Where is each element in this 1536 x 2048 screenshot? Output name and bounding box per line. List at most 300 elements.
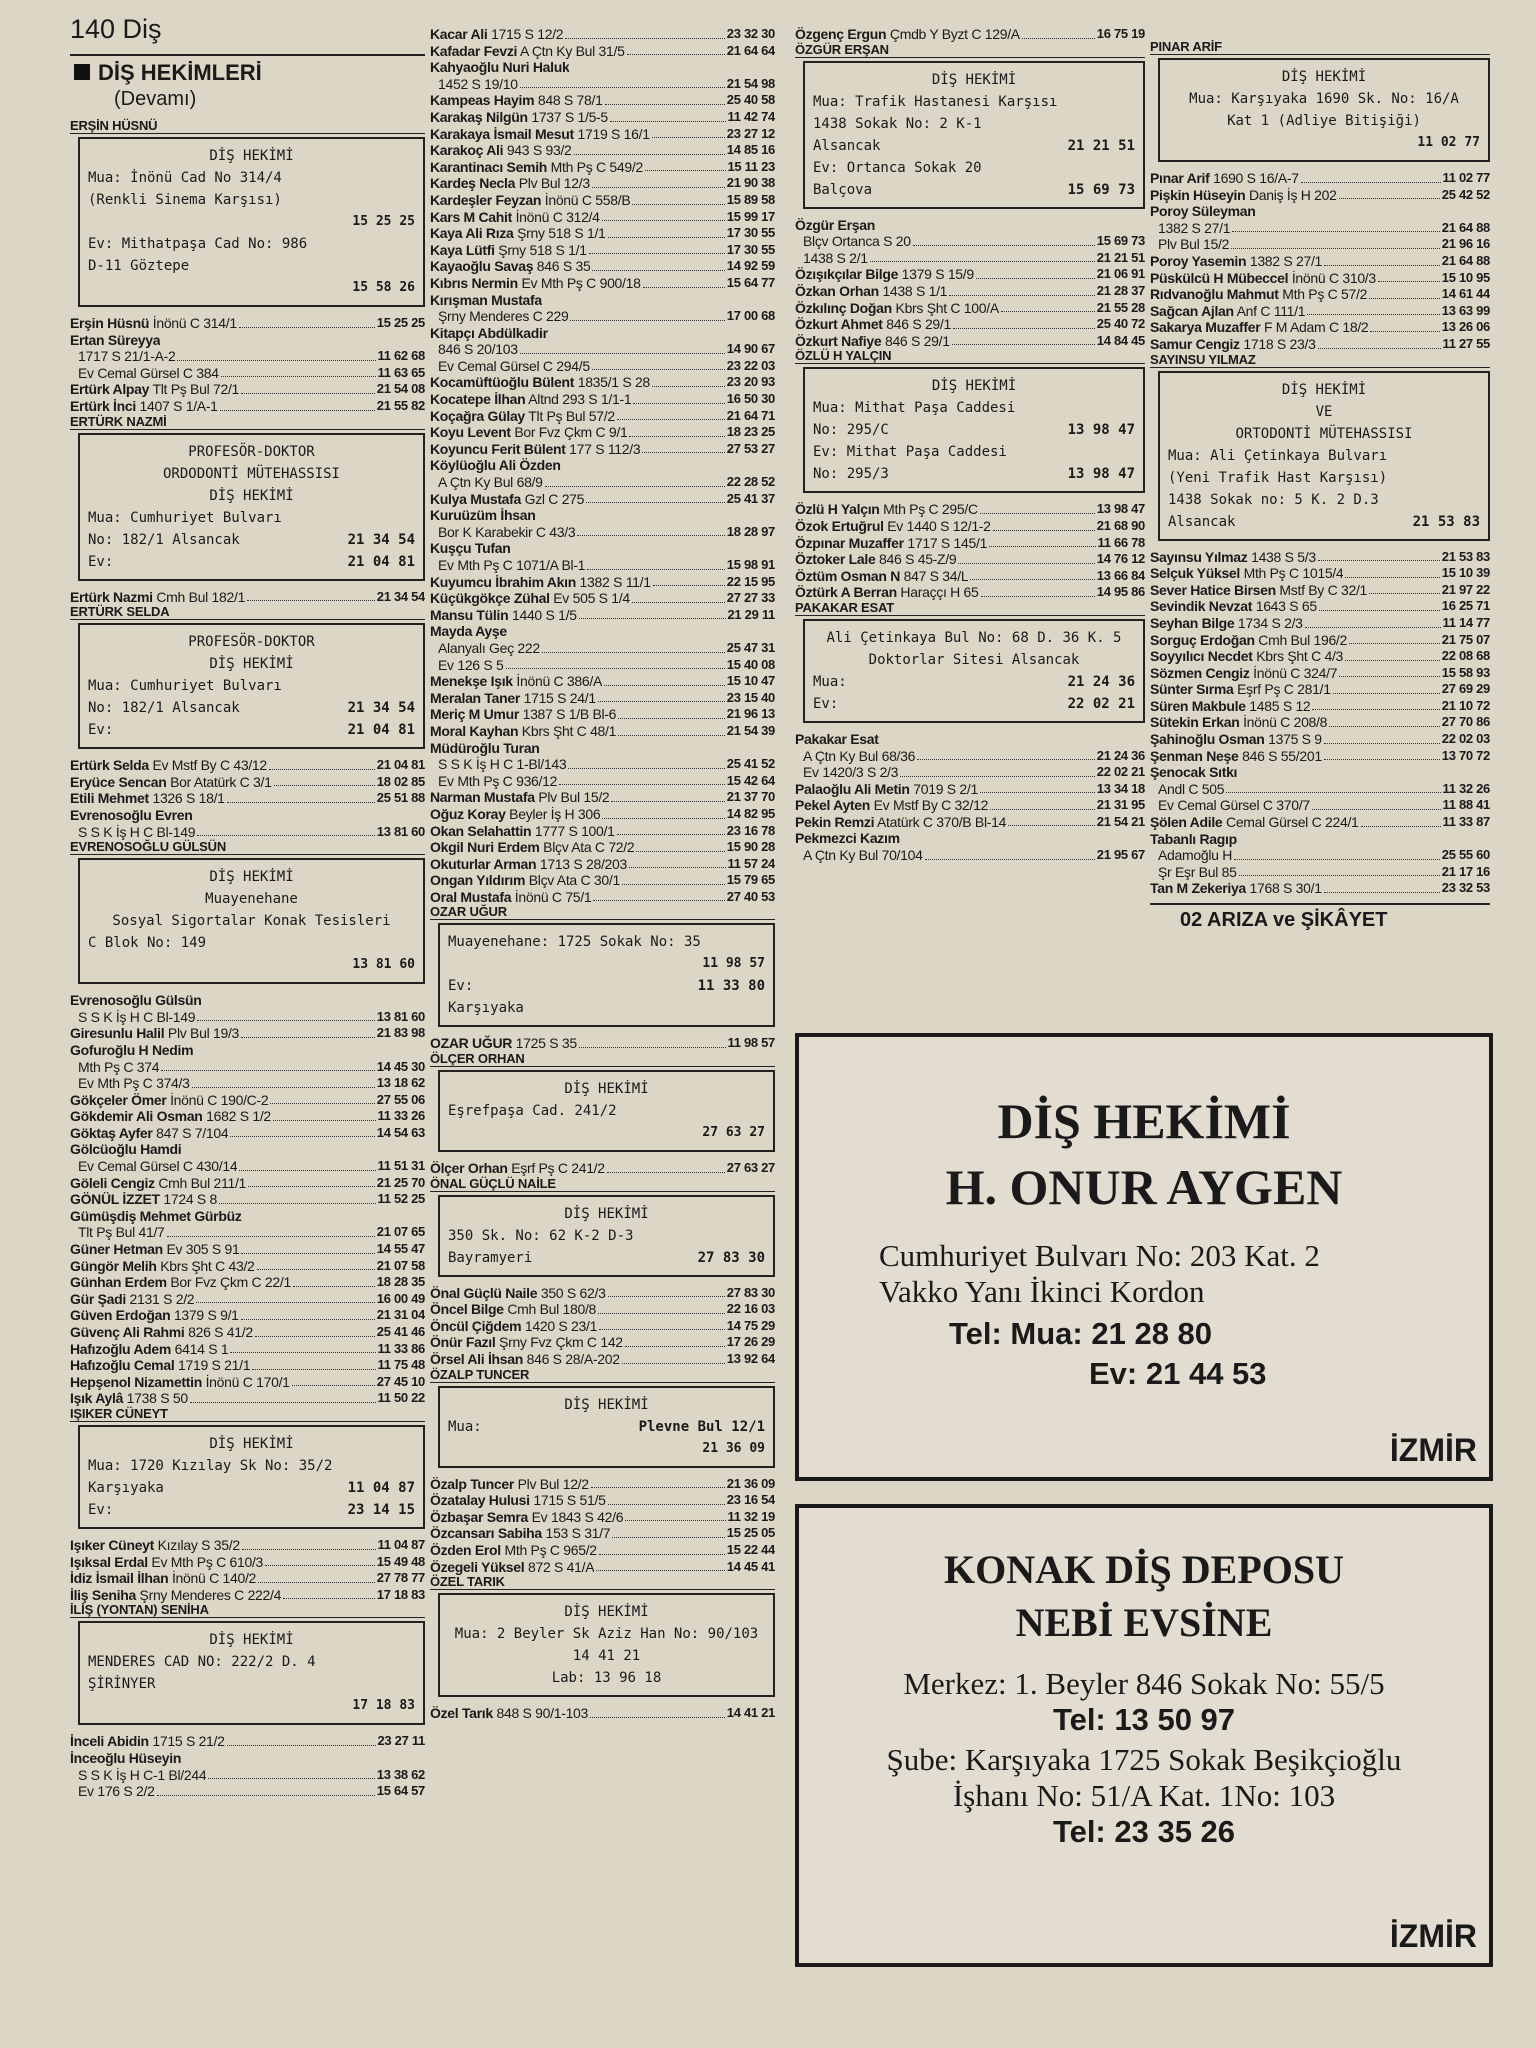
box-line: [448, 975, 765, 997]
box-line: [88, 529, 415, 551]
box-line: 13 81 60: [352, 957, 415, 973]
entry-name: Güngör Melih: [70, 1257, 157, 1274]
leader-dots: [241, 1307, 375, 1320]
leader-dots: [605, 92, 725, 105]
entry-name: Özden Erol: [430, 1542, 501, 1558]
leader-dots: [1324, 253, 1440, 266]
entry-name: Kuşçu Tufan: [430, 540, 511, 557]
leader-dots: [520, 76, 725, 89]
leader-dots: [167, 1224, 375, 1237]
listing-entry: [430, 209, 775, 226]
entry-address: Tlt Pş Bul 41/7: [78, 1224, 165, 1241]
entry-address: Tlt Pş Bul 57/2: [528, 407, 615, 424]
leader-dots: [574, 142, 725, 155]
entry-phone: 23 16 54: [726, 1492, 775, 1508]
entry-text: [70, 1767, 206, 1784]
header-rule: [70, 54, 425, 56]
entry-phone: 22 02 03: [1441, 731, 1490, 747]
entry-phone: 11 33 87: [1442, 814, 1490, 830]
entry-name: Eryüce Sencan: [70, 773, 167, 790]
entry-address: F M Adam C 18/2: [1263, 319, 1369, 336]
entry-address: Mstf By C 32/1: [1279, 581, 1368, 598]
entry-phone: 14 82 95: [726, 805, 775, 821]
entry-name: İnceoğlu Hüseyin: [70, 1749, 182, 1766]
entry-text: [795, 250, 868, 267]
entry-address: Şrny 518 S 1/1: [517, 225, 606, 242]
entry-address: Plv Bul 12/2: [517, 1475, 589, 1492]
entry-address: Ev 1843 S 42/6: [531, 1508, 624, 1525]
listing-entry: [430, 1559, 775, 1576]
entry-phone: 17 18 83: [376, 1586, 425, 1602]
entry-address: 1452 S 19/10: [438, 75, 518, 92]
listing-entry: [430, 126, 775, 143]
entry-address: 846 S 45-Z/9: [879, 551, 957, 568]
listing-entry: [430, 607, 775, 624]
entry-text: [1150, 764, 1237, 781]
listing-entry: [70, 1587, 425, 1604]
entry-address: Mth Pş C 57/2: [1282, 286, 1368, 303]
entry-text: [1150, 336, 1316, 353]
box-phone: 21 34 54: [347, 700, 415, 717]
listing-heading: EVRENOSOĞLU GÜLSÜN: [70, 840, 425, 855]
entry-name: Küçükgökçe Zühal: [430, 590, 550, 607]
box-label: Balçova: [813, 181, 873, 198]
box-phone: Plevne Bul 12/1: [638, 1418, 765, 1435]
leader-dots: [643, 275, 725, 288]
entry-phone: 27 40 53: [726, 888, 775, 904]
leader-dots: [596, 1559, 725, 1572]
listing-entry: [430, 92, 775, 109]
box-phone: 11 04 87: [347, 1479, 415, 1496]
entry-name: Özpınar Muzaffer: [795, 534, 904, 551]
entry-text: [70, 1307, 239, 1324]
entry-address: 1387 S 1/B Bl-6: [522, 706, 617, 723]
entry-name: Hafızoğlu Adem: [70, 1340, 172, 1357]
entry-phone: 11 66 78: [1097, 534, 1145, 550]
footer-bar: 02 ARIZA ve ŞİKÂYET: [1150, 903, 1490, 932]
listing-heading: ÖZALP TUNCER: [430, 1368, 775, 1383]
entry-phone: 13 98 47: [1096, 501, 1145, 517]
entry-phone: 15 22 44: [726, 1542, 775, 1557]
entry-address: Şrny 518 S 1/1: [498, 241, 587, 258]
listing-entry: [70, 1357, 425, 1374]
entry-address: 847 S 7/104: [156, 1124, 229, 1141]
listing-entry: [70, 1750, 425, 1767]
leader-dots: [293, 1274, 375, 1287]
leader-dots: [980, 501, 1095, 514]
entry-address: Bor Atatürk C 3/1: [170, 773, 272, 790]
leader-dots: [252, 1357, 375, 1370]
listing-entry: [70, 1374, 425, 1391]
entry-phone: 21 64 88: [1441, 252, 1490, 268]
entry-address: 846 S 28/A-202: [526, 1351, 620, 1368]
listing-entry: [1150, 864, 1490, 881]
box-line: PROFESÖR-DOKTOR: [188, 634, 315, 651]
entry-name: Oral Mustafa: [430, 888, 512, 905]
listing-entry: [70, 1141, 425, 1158]
box-phone: 22 02 21: [1067, 695, 1135, 712]
entry-phone: 21 28 37: [1096, 282, 1145, 298]
entry-name: Giresunlu Halil: [70, 1025, 165, 1042]
entry-address: İnönü C 190/C-2: [170, 1091, 269, 1108]
entry-text: [430, 889, 591, 906]
leader-dots: [1378, 270, 1440, 283]
entry-address: Şrny Menderes C 222/4: [139, 1586, 282, 1603]
leader-dots: [1339, 665, 1440, 678]
box-line: DİŞ HEKİMİ: [1281, 381, 1367, 398]
entry-text: [430, 1509, 623, 1526]
box-line: Doktorlar Sitesi Alsancak: [868, 651, 1080, 668]
listing-heading: ERŞİN HÜSNÜ: [70, 119, 425, 134]
listing-entry: [430, 1492, 775, 1509]
leader-dots: [607, 1160, 725, 1173]
entry-name: Özcansarı Sabiha: [430, 1525, 542, 1542]
entry-name: Gölcüoğlu Hamdi: [70, 1141, 182, 1158]
entry-name: Koçağra Gülay: [430, 407, 525, 424]
entry-phone: 21 17 16: [1441, 863, 1490, 879]
listing-heading: ÖZLÜ H YALÇIN: [795, 349, 1145, 364]
entry-address: A Çtn Ky Bul 68/36: [803, 747, 916, 764]
leader-dots: [1333, 681, 1440, 694]
box-label: No: 182/1 Alsancak: [88, 531, 240, 548]
entry-name: Kampeas Hayim: [430, 92, 535, 109]
listing-entry: [795, 233, 1145, 250]
entry-phone: 15 11 23: [727, 158, 775, 174]
entry-text: [430, 789, 609, 806]
ad-phone-1: Tel: Mua: 21 28 80: [949, 1316, 1213, 1351]
listing-heading: IŞIKER CÜNEYT: [70, 1407, 425, 1422]
box-line: ORDODONTİ MÜTEHASSISI: [162, 465, 340, 482]
box-line: DİŞ HEKİMİ: [209, 656, 294, 673]
entry-address: Eşrf Pş C 241/2: [511, 1160, 605, 1177]
listing-entry: [430, 43, 775, 60]
entry-text: [430, 740, 540, 757]
listing-entry: [795, 316, 1145, 333]
entry-text: [795, 300, 999, 317]
leader-dots: [247, 589, 375, 602]
entry-name: Gümüşdiş Mehmet Gürbüz: [70, 1207, 242, 1224]
entry-address: 1643 S 65: [1255, 598, 1317, 615]
entry-name: Kardeş Necla: [430, 175, 516, 192]
leader-dots: [642, 441, 724, 454]
entry-phone: 21 96 13: [726, 706, 775, 722]
leader-dots: [239, 315, 375, 328]
entry-phone: 18 02 85: [376, 773, 425, 789]
listing-entry: [1150, 549, 1490, 566]
leader-dots: [636, 839, 724, 852]
box-phone: 13 98 47: [1067, 422, 1135, 439]
box-label: No: 295/C: [813, 422, 889, 439]
entry-phone: 11 33 86: [377, 1340, 425, 1356]
entry-text: [430, 308, 568, 325]
listing-entry: [430, 1334, 775, 1351]
entry-text: [430, 358, 590, 375]
entry-text: [70, 1224, 165, 1241]
listing-entry: [430, 806, 775, 823]
entry-address: 1438 S 1/1: [882, 282, 948, 299]
listing-entry: [1150, 565, 1490, 582]
entry-text: [430, 424, 627, 441]
listing-entry: [430, 657, 775, 674]
listing-entry: [430, 391, 775, 408]
entry-address: Ev Mstf By C 32/12: [873, 797, 989, 814]
leader-dots: [274, 774, 375, 787]
entry-text: [430, 474, 543, 491]
entry-text: [1150, 814, 1359, 831]
listing-entry: [70, 1191, 425, 1208]
entry-name: Önal Güçlü Naile: [430, 1284, 538, 1301]
entry-phone: 15 64 77: [726, 274, 775, 290]
listing-entry: [70, 1025, 425, 1042]
box-line: Eşrefpaşa Cad. 241/2: [448, 1103, 617, 1120]
entry-address: Blçv Ata C 30/1: [528, 872, 620, 889]
listing-entry: [430, 424, 775, 441]
entry-address: 1438 S 2/1: [803, 249, 868, 266]
leader-dots: [1312, 698, 1439, 711]
listing-entry: [795, 731, 1145, 748]
entry-name: Tan M Zekeriya: [1150, 880, 1246, 897]
entry-text: [430, 275, 641, 292]
box-line: DİŞ HEKİMİ: [209, 487, 294, 504]
box-line: Mua: 2 Beyler Sk Aziz Han No: 90/103: [454, 1626, 759, 1643]
listing-entry: [430, 690, 775, 707]
entry-address: İnönü C 208/8: [1243, 714, 1328, 731]
listing-entry: [70, 1341, 425, 1358]
entry-name: Hafızoğlu Cemal: [70, 1357, 175, 1374]
entry-name: Meriç M Umur: [430, 706, 519, 723]
listing-entry: [1150, 253, 1490, 270]
entry-address: 943 S 93/2: [506, 142, 572, 159]
listing-entry: [430, 574, 775, 591]
entry-address: Mth Pş C 374: [78, 1058, 160, 1075]
leader-dots: [1324, 880, 1440, 893]
entry-name: Karantinacı Semih: [430, 158, 548, 175]
entry-phone: 23 27 12: [726, 125, 775, 141]
entry-text: [795, 535, 987, 552]
listing-entry: [70, 824, 425, 841]
box-line: Ev: Ortanca Sokak 20: [813, 159, 982, 176]
listing-entry: [70, 1075, 425, 1092]
listing-entry: [1150, 698, 1490, 715]
box-line: DİŞ HEKİMİ: [209, 148, 294, 164]
leader-dots: [953, 316, 1095, 329]
entry-address: Alanyalı Geç 222: [438, 639, 540, 656]
listing-entry: [430, 723, 775, 740]
entry-phone: 25 41 37: [726, 490, 775, 506]
entry-text: [430, 1705, 588, 1722]
entry-text: [70, 1025, 239, 1042]
entry-text: [795, 333, 950, 350]
listing-heading: ÖZGÜR ERŞAN: [795, 43, 1145, 58]
box-line: [88, 1499, 415, 1521]
box-line: DİŞ HEKİMİ: [564, 1604, 649, 1621]
entry-address: S S K İş H C 1-Bl/143: [438, 756, 567, 773]
leader-dots: [506, 657, 725, 670]
entry-text: [795, 233, 911, 250]
entry-phone: 21 36 09: [726, 1475, 775, 1491]
box-line: DİŞ HEKİMİ: [209, 1435, 294, 1452]
listing-entry: [430, 1542, 775, 1559]
box-label: No: 182/1 Alsancak: [88, 700, 240, 717]
entry-text: [1150, 864, 1237, 881]
entry-text: [70, 1108, 271, 1125]
entry-name: Güvenç Ali Rahmi: [70, 1324, 185, 1340]
entry-address: 826 S 41/2: [188, 1324, 253, 1340]
entry-phone: 27 45 10: [376, 1373, 425, 1389]
entry-text: [70, 315, 237, 332]
entry-phone: 21 64 64: [726, 42, 775, 58]
listing-entry: [70, 1537, 425, 1554]
entry-text: [70, 1291, 194, 1308]
entry-phone: 23 22 03: [726, 357, 775, 373]
entry-phone: 22 28 52: [726, 474, 775, 490]
entry-text: [795, 283, 947, 300]
box-line: [88, 1477, 415, 1499]
entry-text: [1150, 632, 1347, 649]
entry-name: Özegeli Yüksel: [430, 1558, 525, 1575]
leader-dots: [1231, 236, 1440, 249]
entry-address: 1382 S 27/1: [1158, 219, 1231, 236]
box-phone: 21 04 81: [347, 553, 415, 570]
listing-entry: [1150, 748, 1490, 765]
leader-dots: [579, 1035, 726, 1048]
leader-dots: [632, 192, 724, 205]
entry-address: Kbrs Şht C 100/A: [895, 299, 999, 316]
leader-dots: [1001, 300, 1095, 313]
entry-name: Sevindik Nevzat: [1150, 598, 1253, 615]
entry-phone: 21 34 54: [376, 588, 425, 604]
entry-name: Pişkin Hüseyin: [1150, 186, 1246, 203]
entry-phone: 15 10 39: [1441, 565, 1490, 581]
leader-dots: [652, 126, 725, 139]
box-line: MENDERES CAD NO: 222/2 D. 4: [88, 1654, 316, 1671]
listing-entry: [430, 789, 775, 806]
entry-phone: 21 54 39: [726, 722, 775, 738]
entry-address: 872 S 41/A: [527, 1558, 595, 1575]
leader-dots: [608, 225, 725, 238]
entry-text: [795, 501, 978, 518]
leader-dots: [177, 348, 375, 361]
box-line: [448, 1247, 765, 1269]
entry-text: [430, 391, 631, 408]
entry-address: İnönü C 75/1: [514, 888, 592, 905]
entry-name: Narman Mustafa: [430, 789, 535, 806]
entry-name: Kocamüftüoğlu Bülent: [430, 374, 575, 391]
entry-name: Kocatepe İlhan: [430, 391, 526, 408]
box-line: 14 41 21: [572, 1648, 641, 1665]
listing-entry: [795, 266, 1145, 283]
entry-address: İnönü C 324/7: [1253, 664, 1338, 681]
entry-phone: 22 16 03: [726, 1301, 775, 1317]
entry-phone: 21 75 07: [1441, 631, 1490, 647]
leader-dots: [1318, 336, 1441, 349]
entry-name: İnceli Abidin: [70, 1733, 149, 1750]
leader-dots: [652, 374, 725, 387]
entry-phone: 25 42 52: [1441, 186, 1490, 202]
entry-name: Kaya Lütfi: [430, 241, 495, 258]
entry-address: 1420 S 23/1: [524, 1317, 598, 1334]
listing-entry: [430, 524, 775, 541]
entry-phone: 15 25 25: [376, 315, 425, 330]
listing-entry: [70, 1767, 425, 1784]
entry-name: Özkurt Nafiye: [795, 332, 882, 349]
entry-address: 1379 S 15/9: [901, 266, 974, 283]
entry-phone: 25 55 60: [1441, 847, 1490, 863]
leader-dots: [1324, 731, 1440, 744]
ad-address-1: Cumhuriyet Bulvarı No: 203 Kat. 2: [879, 1238, 1320, 1273]
entry-phone: 25 41 52: [726, 756, 775, 772]
entry-name: Sütekin Erkan: [1150, 714, 1240, 731]
entry-name: Ongan Yıldırım: [430, 872, 526, 889]
entry-phone: 14 61 44: [1441, 286, 1490, 302]
ad-phone-1: Tel: 13 50 97: [1052, 1702, 1236, 1737]
leader-dots: [1301, 170, 1441, 183]
entry-text: [430, 657, 504, 674]
entry-name: Pınar Arif: [1150, 170, 1210, 186]
entry-address: A Çtn Ky Bul 31/5: [519, 42, 625, 59]
entry-address: Ev 505 S 1/4: [553, 590, 630, 607]
entry-address: 1438 S 5/3: [1251, 548, 1316, 565]
listing-entry: [795, 764, 1145, 781]
listing-entry: [70, 1733, 425, 1750]
entry-name: Rıdvanoğlu Mahmut: [1150, 286, 1279, 303]
entry-address: Ev Mth Pş C 900/18: [521, 274, 641, 291]
leader-dots: [645, 159, 726, 172]
listing-entry: [430, 1705, 775, 1722]
entry-phone: 23 32 30: [726, 26, 775, 41]
entry-address: Gzl C 275: [524, 490, 585, 507]
entry-address: 846 S 55/201: [1242, 747, 1322, 764]
entry-address: Ev Mth Pş C 936/12: [438, 772, 558, 789]
listing-entry: [430, 1160, 775, 1177]
leader-dots: [273, 1108, 376, 1121]
entry-name: Püskülcü H Mübeccel: [1150, 269, 1289, 286]
listing-entry: [1150, 764, 1490, 781]
entry-text: [1150, 665, 1337, 682]
entry-address: Atatürk C 370/B Bl-14: [877, 813, 1007, 830]
entry-phone: 11 51 31: [377, 1158, 425, 1174]
entry-name: Güner Hetman: [70, 1241, 163, 1258]
entry-name: Pakakar Esat: [795, 730, 879, 747]
entry-text: [430, 540, 510, 557]
entry-phone: 21 96 16: [1441, 236, 1490, 252]
listing-entry: [1150, 665, 1490, 682]
entry-address: Cemal Gürsel C 224/1: [1226, 814, 1359, 831]
box-label: Bayramyeri: [448, 1249, 533, 1266]
entry-text: [430, 43, 625, 60]
ad-city: İZMİR: [1389, 1432, 1477, 1468]
leader-dots: [292, 1374, 375, 1387]
entry-phone: 27 27 33: [726, 590, 775, 606]
listing-entry: [430, 258, 775, 275]
listing-heading: SAYINSU YILMAZ: [1150, 353, 1490, 368]
entry-name: GÖNÜL İZZET: [70, 1191, 160, 1208]
entry-address: Şrny Fvz Çkm C 142: [499, 1334, 623, 1351]
entry-name: Koyu Levent: [430, 424, 511, 441]
box-line: DİŞ HEKİMİ: [564, 1081, 649, 1098]
entry-text: [795, 217, 875, 234]
box-phone: 13 98 47: [1067, 466, 1135, 483]
listing-entry: [1150, 220, 1490, 237]
entry-phone: 14 55 47: [376, 1241, 425, 1257]
entry-text: [70, 1241, 239, 1258]
entry-text: [1150, 598, 1317, 615]
box-line: DİŞ HEKİMİ: [564, 1396, 649, 1413]
leader-dots: [610, 109, 726, 122]
box-line: Muayenehane: 1725 Sokak No: 35: [448, 934, 701, 951]
entry-name: Kars M Cahit: [430, 208, 512, 225]
listing-entry: [795, 501, 1145, 518]
